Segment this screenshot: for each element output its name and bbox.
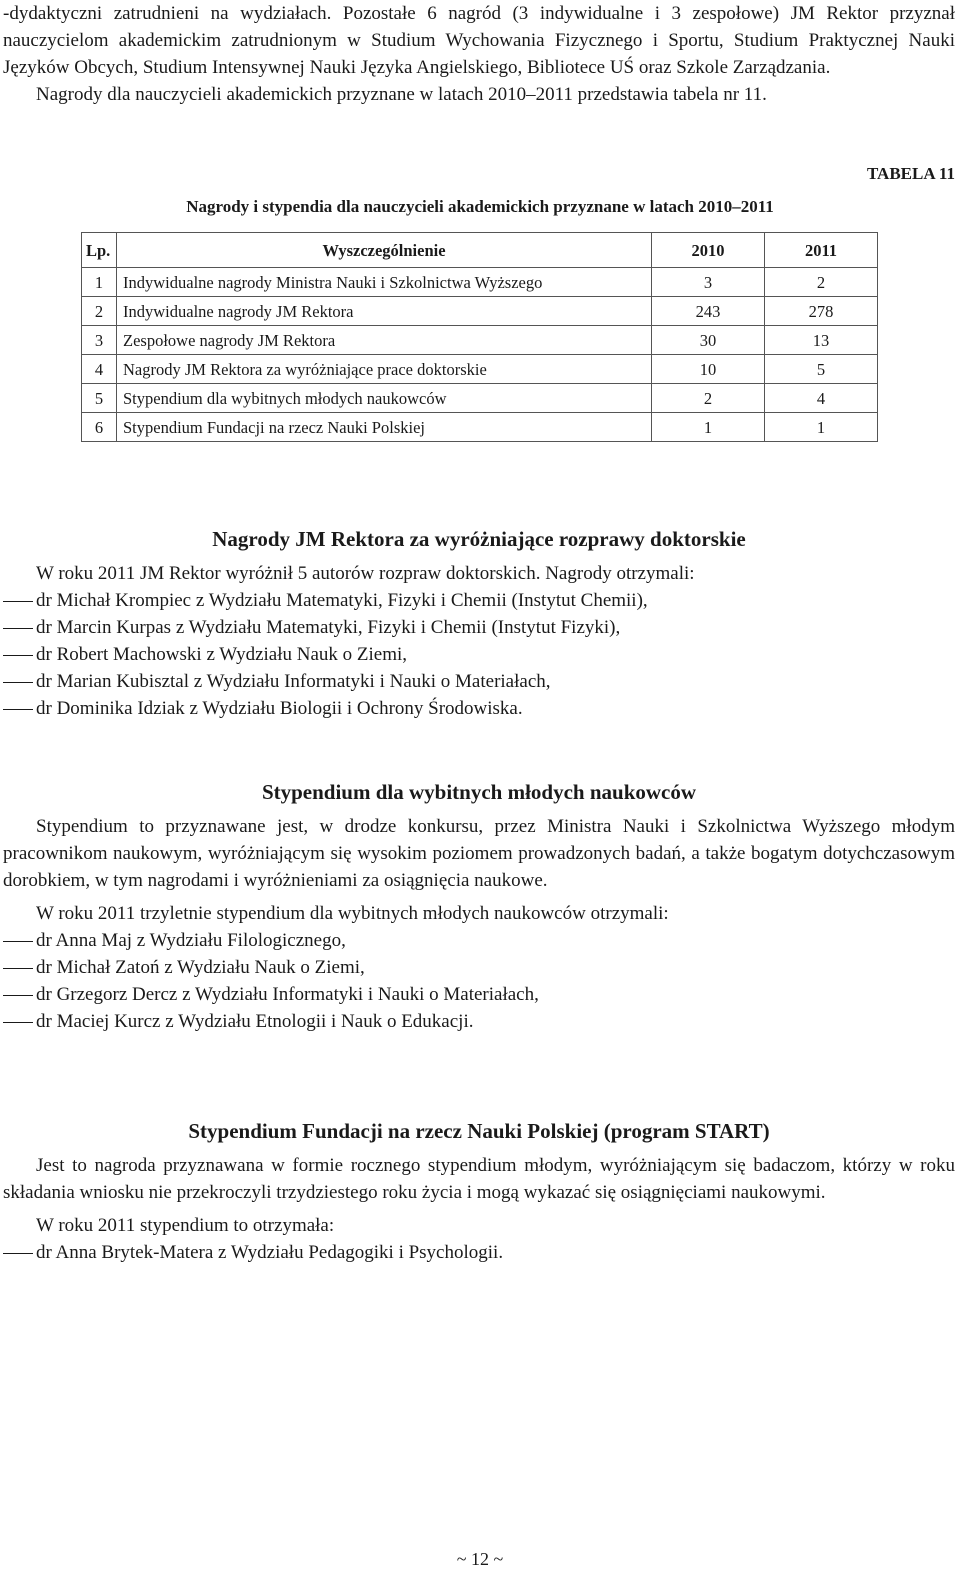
awardee-list bbox=[3, 1239, 955, 1266]
table-row bbox=[82, 268, 878, 297]
section-paragraph: W roku 2011 JM Rektor wyróżnił 5 autorów rozpraw doktorskich. Nagrody otrzymali: bbox=[36, 563, 695, 584]
list-item: dr Dominika Idziak z Wydziału Biologii i Ochrony Środowiska. bbox=[3, 695, 955, 722]
table-title: Nagrody i stypendia dla nauczycieli akademickich przyznane w latach 2010–2011 bbox=[186, 197, 774, 216]
intro-paragraph-1: -dydaktyczni zatrudnieni na wydziałach. Pozostałe 6 nagród (3 indywidualne i 3 zespołowe) JM Rektor przyznał nauczycielom akademickim zatrudnionym w Studium Wychowania Fizycznego i Sportu, Studium Praktycznej Nauki Języków Obcych, Studium Intensywnej Nauki Języka Angielskiego, Bibliotece UŚ oraz Szkole Zarządzania. bbox=[3, 3, 955, 78]
list-item: dr Maciej Kurcz z Wydziału Etnologii i Nauk o Edukacji. bbox=[3, 1008, 955, 1035]
section-young-scientists bbox=[3, 777, 955, 1035]
table-row bbox=[82, 326, 878, 355]
list-item: dr Anna Maj z Wydziału Filologicznego, bbox=[3, 927, 955, 954]
section-heading: Stypendium Fundacji na rzecz Nauki Polskiej (program START) bbox=[188, 1119, 770, 1143]
list-item: dr Michał Krompiec z Wydziału Matematyki, Fizyki i Chemii (Instytut Chemii), bbox=[3, 587, 955, 614]
cell-2011: 1 bbox=[765, 413, 878, 442]
list-item: dr Marcin Kurpas z Wydziału Matematyki, Fizyki i Chemii (Instytut Fizyki), bbox=[3, 614, 955, 641]
cell-2011: 5 bbox=[765, 355, 878, 384]
cell-2011: 2 bbox=[765, 268, 878, 297]
section-heading: Nagrody JM Rektora za wyróżniające rozprawy doktorskie bbox=[212, 527, 746, 551]
cell-2010: 1 bbox=[652, 413, 765, 442]
header-description: Wyszczególnienie bbox=[117, 233, 652, 268]
page-number: ~ 12 ~ bbox=[456, 1549, 504, 1569]
section-paragraph: Stypendium to przyznawane jest, w drodze konkursu, przez Ministra Nauki i Szkolnictwa Wyższego młodym pracownikom naukowym, wyróżniającym się wysokim poziomem prowadzonych badań, a także bogatym dotychczasowym dorobkiem, w tym nagrodami i wyróżnieniami za osiągnięcia naukowe. bbox=[3, 816, 955, 891]
list-item: dr Anna Brytek-Matera z Wydziału Pedagogiki i Psychologii. bbox=[3, 1239, 955, 1266]
cell-description: Indywidualne nagrody JM Rektora bbox=[117, 297, 652, 326]
section-heading: Stypendium dla wybitnych młodych naukowców bbox=[261, 780, 697, 804]
table-header-row bbox=[82, 233, 878, 268]
list-item: dr Marian Kubisztal z Wydziału Informatyki i Nauki o Materiałach, bbox=[3, 668, 955, 695]
intro-paragraph-2: Nagrody dla nauczycieli akademickich przyznane w latach 2010–2011 przedstawia tabela nr 11. bbox=[36, 84, 767, 105]
section-fnp-start bbox=[3, 1116, 955, 1266]
table-row bbox=[82, 355, 878, 384]
table-number-label: TABELA 11 bbox=[866, 164, 955, 183]
section-paragraph: W roku 2011 trzyletnie stypendium dla wybitnych młodych naukowców otrzymali: bbox=[36, 903, 669, 924]
cell-lp: 3 bbox=[82, 326, 117, 355]
table-row bbox=[82, 413, 878, 442]
cell-description: Stypendium dla wybitnych młodych naukowców bbox=[117, 384, 652, 413]
cell-description: Stypendium Fundacji na rzecz Nauki Polskiej bbox=[117, 413, 652, 442]
cell-2011: 278 bbox=[765, 297, 878, 326]
section-doctoral-awards bbox=[3, 524, 955, 722]
cell-2010: 243 bbox=[652, 297, 765, 326]
cell-2010: 3 bbox=[652, 268, 765, 297]
cell-description: Zespołowe nagrody JM Rektora bbox=[117, 326, 652, 355]
cell-2011: 13 bbox=[765, 326, 878, 355]
cell-lp: 5 bbox=[82, 384, 117, 413]
section-paragraph: Jest to nagroda przyznawana w formie rocznego stypendium młodym, wyróżniającym się badaczom, którzy w roku składania wniosku nie przekroczyli trzydziestego roku życia i mogą wykazać się osiągnięciami naukowymi. bbox=[3, 1155, 955, 1203]
header-2010: 2010 bbox=[652, 233, 765, 268]
table-row bbox=[82, 384, 878, 413]
cell-2011: 4 bbox=[765, 384, 878, 413]
section-paragraph: W roku 2011 stypendium to otrzymała: bbox=[36, 1215, 335, 1236]
cell-2010: 30 bbox=[652, 326, 765, 355]
awards-table bbox=[81, 232, 878, 442]
cell-lp: 1 bbox=[82, 268, 117, 297]
intro-text bbox=[3, 0, 955, 108]
cell-lp: 4 bbox=[82, 355, 117, 384]
list-item: dr Michał Zatoń z Wydziału Nauk o Ziemi, bbox=[3, 954, 955, 981]
cell-lp: 2 bbox=[82, 297, 117, 326]
cell-description: Nagrody JM Rektora za wyróżniające prace doktorskie bbox=[117, 355, 652, 384]
cell-2010: 10 bbox=[652, 355, 765, 384]
header-lp: Lp. bbox=[82, 233, 117, 268]
header-2011: 2011 bbox=[765, 233, 878, 268]
awardee-list bbox=[3, 927, 955, 1035]
list-item: dr Robert Machowski z Wydziału Nauk o Ziemi, bbox=[3, 641, 955, 668]
awardee-list bbox=[3, 587, 955, 722]
cell-lp: 6 bbox=[82, 413, 117, 442]
cell-2010: 2 bbox=[652, 384, 765, 413]
table-row bbox=[82, 297, 878, 326]
list-item: dr Grzegorz Dercz z Wydziału Informatyki i Nauki o Materiałach, bbox=[3, 981, 955, 1008]
cell-description: Indywidualne nagrody Ministra Nauki i Szkolnictwa Wyższego bbox=[117, 268, 652, 297]
